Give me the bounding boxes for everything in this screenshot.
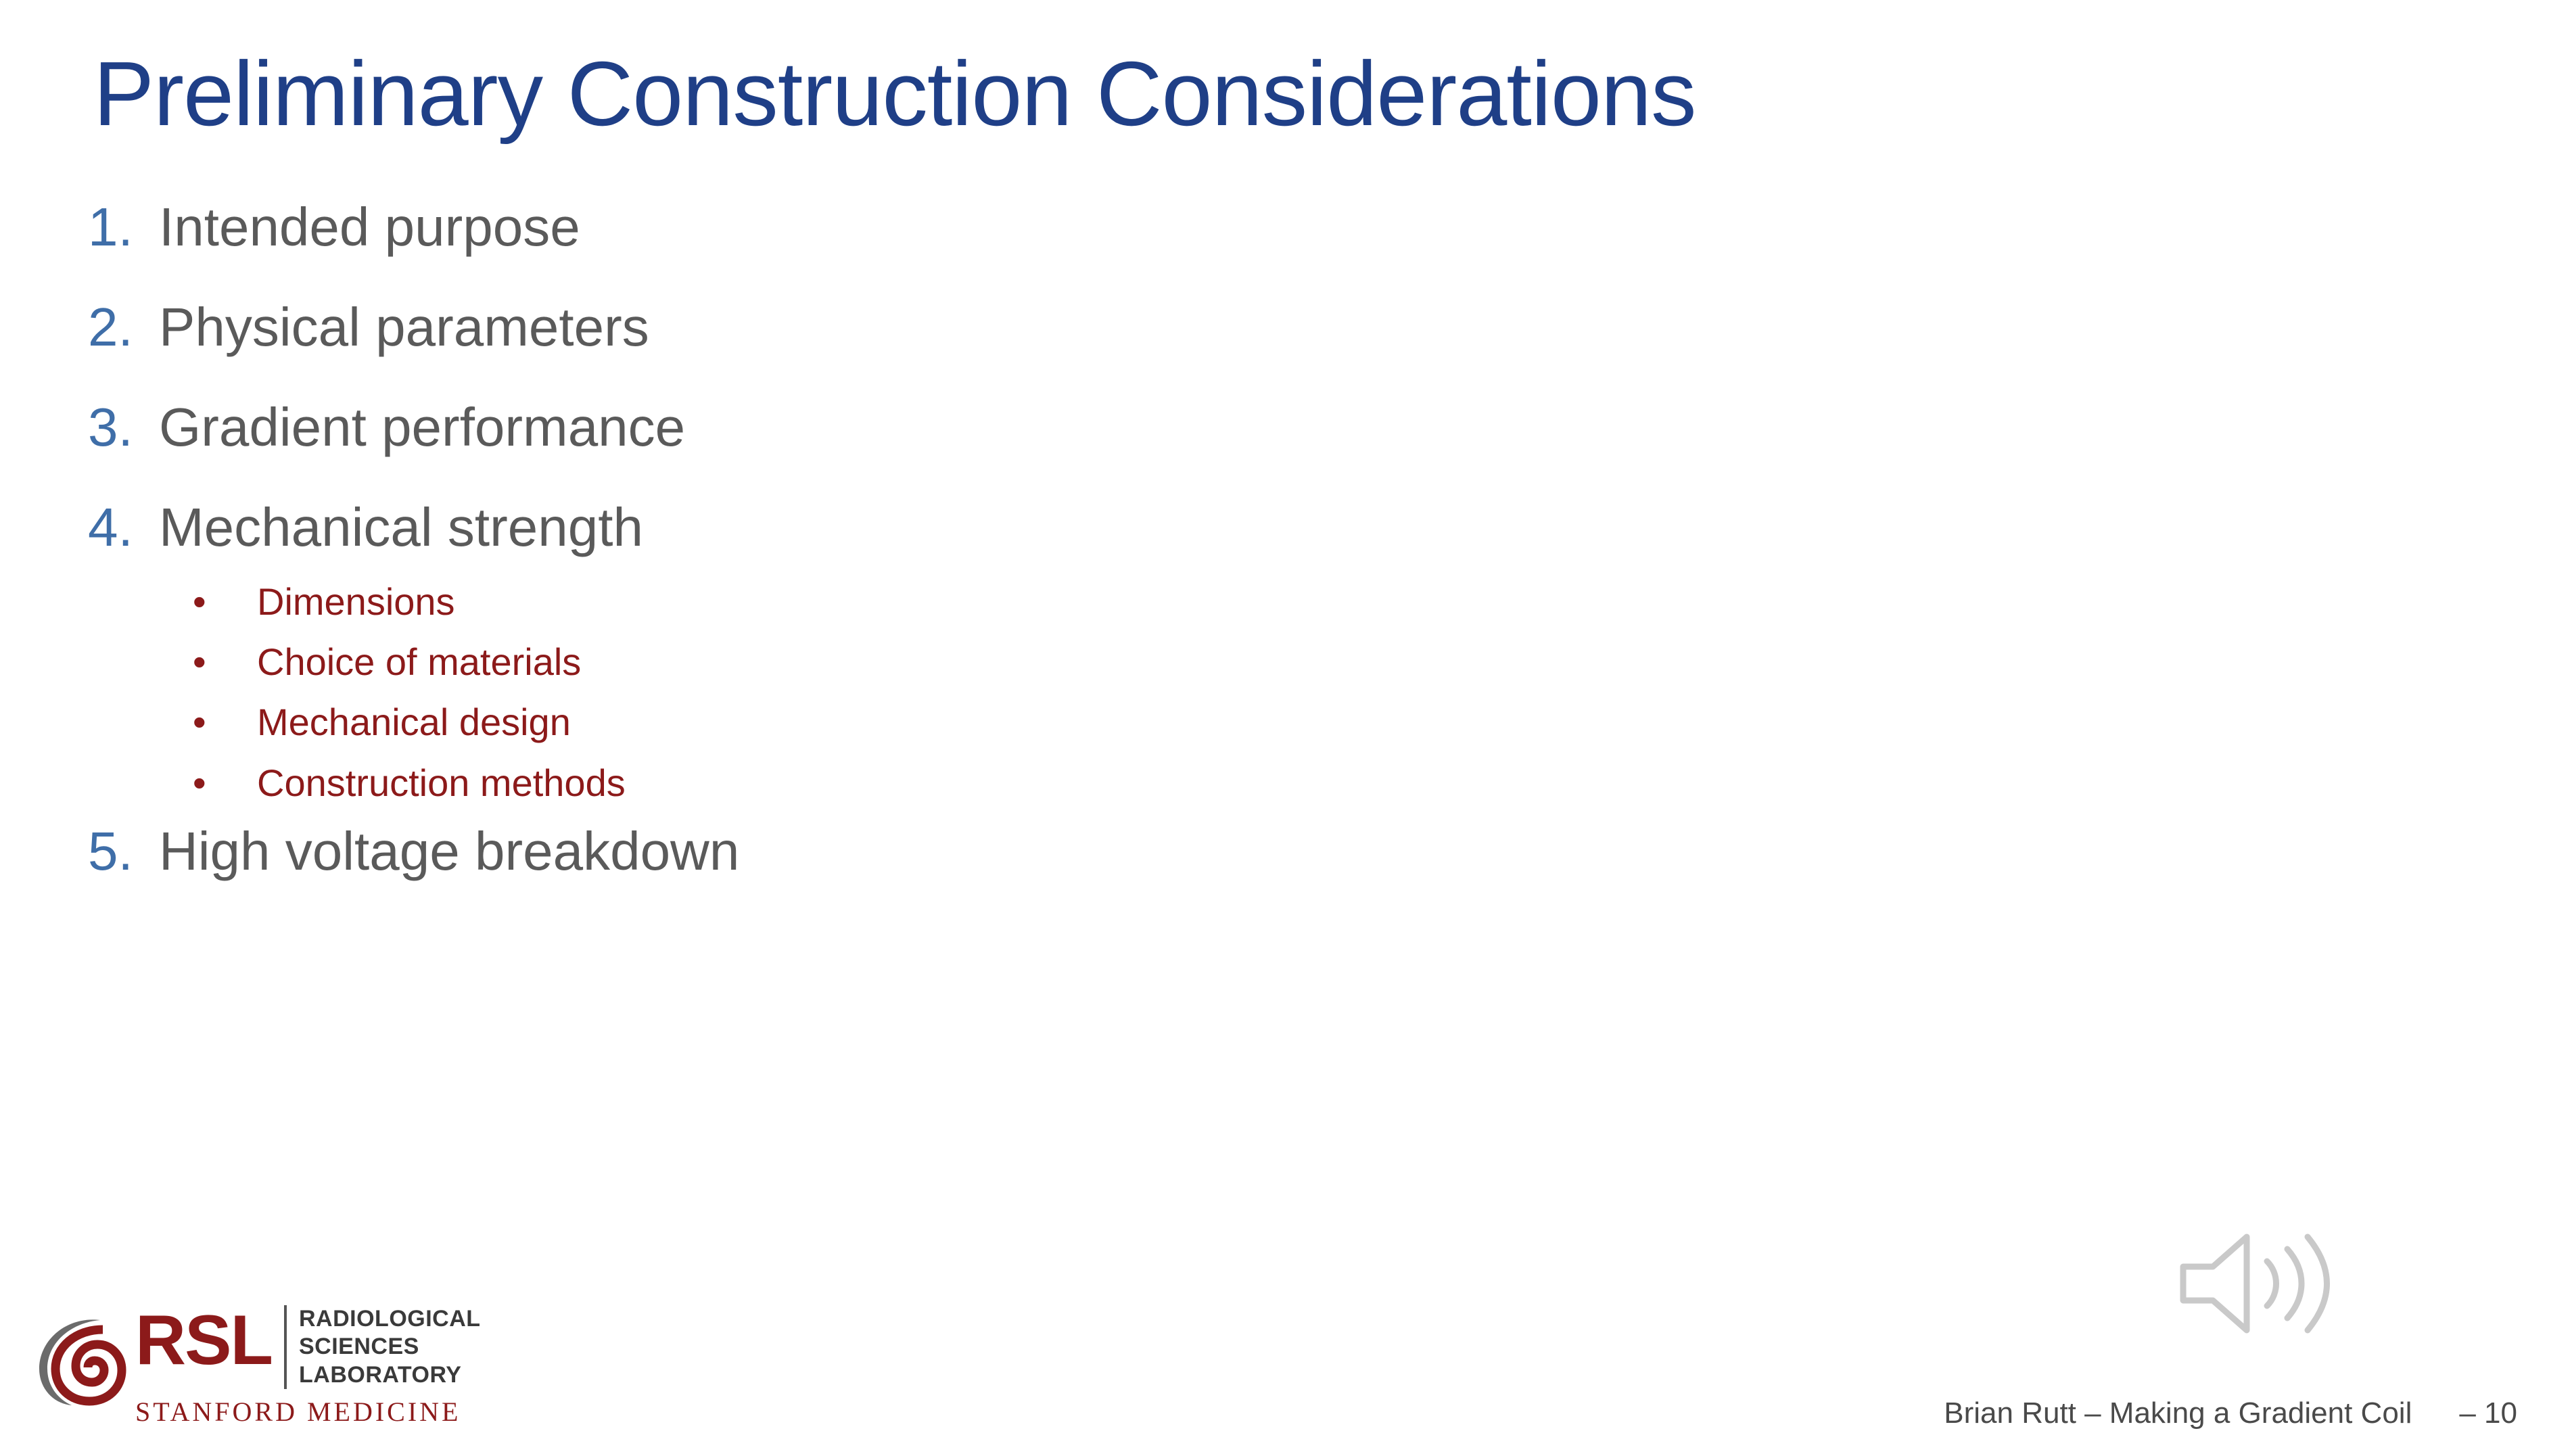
bullet-icon: • [193,761,206,804]
speaker-icon[interactable] [2171,1219,2347,1348]
rsl-swirl-icon [27,1309,128,1411]
logo-divider [284,1305,287,1389]
rsl-logo-row [135,1300,481,1389]
page-title: Preliminary Construction Considerations [93,43,1696,145]
bullet-icon: • [193,701,206,744]
sub-list [193,579,2117,805]
list-item [88,396,2117,459]
list-item [88,196,2117,258]
list-item-label: Mechanical design [257,701,571,744]
footer [1944,1396,2517,1430]
list-item-label: Dimensions [257,580,455,623]
list-item [193,639,2117,684]
list-item-label: Physical parameters [159,297,649,357]
rsl-acronym: RSL [135,1300,272,1380]
rsl-logo-text [135,1300,481,1428]
rsl-lab-name [299,1305,481,1389]
rsl-lab-line-2: SCIENCES [299,1334,419,1360]
rsl-lab-line-1: RADIOLOGICAL [299,1305,481,1332]
bullet-icon: • [193,580,206,623]
page-number: – 10 [2459,1396,2517,1430]
bullet-icon: • [193,640,206,684]
list-item [88,820,2117,883]
rsl-logo [27,1300,481,1428]
list-item-number: 4. [88,497,133,557]
list-item-label: Intended purpose [159,197,580,257]
list-item [193,699,2117,745]
list-item [193,760,2117,805]
list-item-label: Construction methods [257,761,626,804]
list-item [193,579,2117,624]
list-item-number: 3. [88,397,133,457]
list-item-number: 1. [88,197,133,257]
list-item-label: High voltage breakdown [159,820,740,881]
list-item-label: Gradient performance [159,397,686,457]
rsl-lab-line-3: LABORATORY [299,1361,462,1388]
list-item-number: 5. [88,820,133,881]
list-item [88,296,2117,358]
list-item-number: 2. [88,297,133,357]
list-item-label: Mechanical strength [159,497,643,557]
list-item [88,496,2117,559]
content-list [88,196,2117,920]
stanford-medicine-wordmark: STANFORD MEDICINE [135,1396,461,1427]
footer-credit: Brian Rutt – Making a Gradient Coil [1944,1396,2412,1430]
list-item-label: Choice of materials [257,640,582,684]
